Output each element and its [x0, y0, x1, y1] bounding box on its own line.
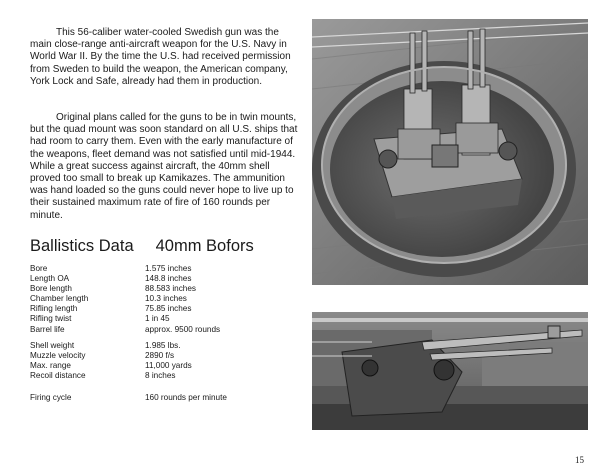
spec-row: [30, 304, 300, 314]
spec-row: [30, 274, 300, 284]
mount-side-photo: [312, 312, 588, 430]
spec-label: Chamber length: [30, 294, 89, 304]
spec-label: Barrel life: [30, 324, 65, 334]
spec-value: 8 inches: [145, 371, 176, 381]
spec-value: 1.985 lbs.: [145, 341, 181, 350]
specs-barrel-group: [30, 264, 300, 335]
spec-row: [30, 294, 300, 304]
spec-value: 10.3 inches: [145, 294, 187, 304]
spec-row: [30, 393, 300, 403]
spec-value: 75.85 inches: [145, 304, 192, 314]
spec-label: Bore length: [30, 284, 72, 294]
spec-value: 1.575 inches: [145, 264, 192, 273]
spec-row: [30, 314, 300, 324]
ballistics-subtitle: 40mm Bofors: [155, 237, 254, 255]
spec-label: Shell weight: [30, 341, 75, 350]
page-number: 15: [575, 455, 584, 465]
spec-label: Length OA: [30, 274, 70, 284]
spec-row: [30, 341, 300, 351]
specs-shell-group: [30, 341, 300, 381]
spec-value: 160 rounds per minute: [145, 393, 227, 402]
history-paragraph: Original plans called for the guns to be in twin mounts, but the quad mount was soon standard on all U.S. ships that had room to carry them. Even with the early manufacture of the weapons, fleet demand was not satisfied until mid-1944. While a great success against aircraft, the 40mm shell proved too small to break up Kamikazes. The ammunition was hand loaded so the guns could never hope to live up to their sustained maximum rate of fire of 160 rounds per minute.: [30, 112, 298, 221]
spec-value: 2890 f/s: [145, 351, 175, 361]
spec-label: Bore: [30, 264, 48, 273]
intro-paragraph: This 56-caliber water-cooled Swedish gun was the main close-range anti-aircraft weapon for the U.S. Navy in World War II. By the time the U.S. had received permission from Sweden to build the weapon, the American company, York Lock and Safe, already had them in production.: [30, 27, 291, 87]
spec-row: [30, 351, 300, 361]
spec-label: Firing cycle: [30, 393, 72, 402]
specs-firing-group: [30, 393, 300, 403]
spec-label: Rifling twist: [30, 314, 72, 324]
quad-mount-photo: [312, 19, 588, 285]
spec-label: Recoil distance: [30, 371, 86, 381]
spec-row: [30, 325, 300, 335]
ballistics-heading: [30, 237, 254, 256]
spec-row: [30, 284, 300, 294]
spec-value: approx. 9500 rounds: [145, 324, 221, 334]
spec-value: 1 in 45: [145, 314, 170, 324]
spec-row: [30, 371, 300, 381]
spec-label: Rifling length: [30, 304, 78, 314]
ballistics-title: Ballistics Data: [30, 237, 134, 255]
spec-label: Max. range: [30, 361, 71, 371]
spec-value: 11,000 yards: [145, 361, 192, 371]
spec-row: [30, 264, 300, 274]
spec-value: 88.583 inches: [145, 284, 196, 294]
spec-value: 148.8 inches: [145, 274, 192, 284]
spec-label: Muzzle velocity: [30, 351, 86, 361]
spec-row: [30, 361, 300, 371]
